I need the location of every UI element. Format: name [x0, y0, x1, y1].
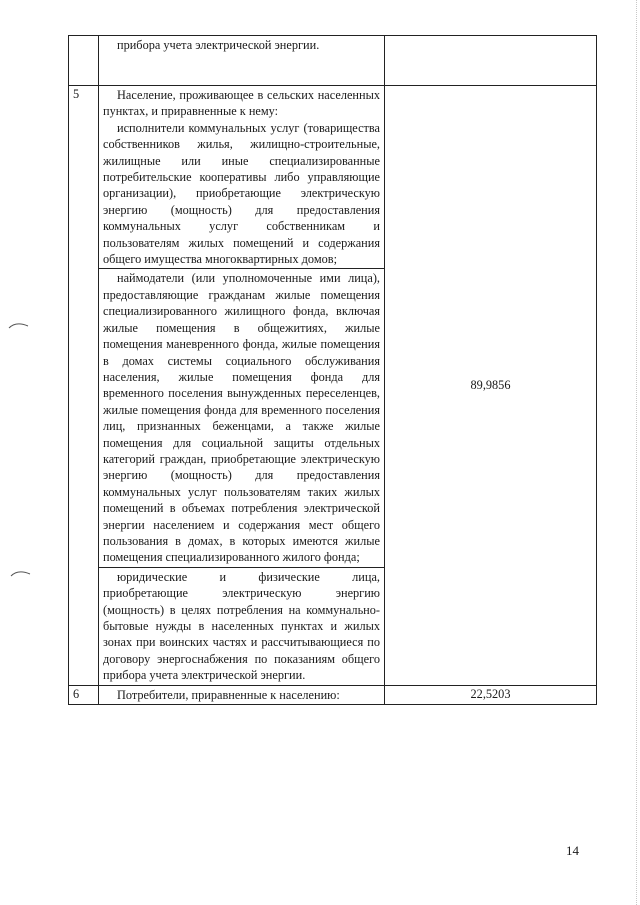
row-text-cell — [99, 567, 385, 685]
paragraph-population: Население, проживающее в сельских населенных пунктах, и приравненные к нему: — [103, 88, 380, 119]
row-text-cell — [99, 269, 385, 567]
paragraph-landlords: наймодатели (или уполномоченные ими лица), предоставляющие гражданам жилые помещения специализированного жилищного фонда, включая жилые помещения в общежитиях, жилые помещения маневренного фонда, жилые помещения в домах системы социального обслуживания населения, жилые помещения фонда для временного поселения вынужденных переселенцев, жилые помещения фонда для временного поселения лиц, признанных беженцами, а также жилые помещения для социальной защиты отдельных категорий граждан, приобретающие электрическую энергию (мощность) для предоставления коммунальных услуг пользователям таких жилых помещений в объемах потребления электрической энергии населением и содержания мест общего пользования в домах, в которых имеются жилые помещения специализированного жилого фонда; — [103, 271, 380, 565]
page-edge — [636, 0, 640, 905]
paragraph-legal-entities: юридические и физические лица, приобретающие электрическую энергию (мощность) в целях потребления на коммунально-бытовые нужды в населенных пунктах и жилых зонах при воинских частях и рассчитывающиеся по договору энергоснабжения по показаниям общего прибора учета электрической энергии. — [103, 569, 380, 683]
tariff-value: 22,5203 — [470, 686, 511, 701]
table-row-continued — [69, 36, 597, 86]
table-row-5 — [69, 86, 597, 269]
row-text-cell — [99, 685, 385, 704]
row-text-cell — [99, 36, 385, 86]
scan-mark-upper — [8, 320, 30, 330]
row-text: прибора учета электрической энергии. — [117, 38, 320, 52]
row-number-cell — [69, 36, 99, 86]
paragraph-service-providers: исполнители коммунальных услуг (товарищества собственников жилья, жилищно-строительные, жилищные или иные специализированные потребительские кооперативы либо управляющие организации), приобретающие электрическую энергию (мощность) для предоставления коммунальных услуг собственникам и пользователям жилых помещений и содержания общего имущества многоквартирных домов; — [103, 120, 380, 267]
page-number: 14 — [566, 843, 579, 858]
scan-mark-lower — [10, 568, 32, 578]
row-value-cell — [385, 685, 597, 704]
table-row-6 — [69, 685, 597, 704]
row-value-cell — [385, 86, 597, 686]
tariff-value: 89,9856 — [470, 378, 511, 393]
row-number-cell: 6 — [69, 685, 99, 704]
row-text: Потребители, приравненные к населению: — [117, 687, 340, 702]
row-value-cell — [385, 36, 597, 86]
row-number-cell: 5 — [69, 86, 99, 686]
row-text-cell — [99, 86, 385, 269]
tariff-table — [68, 35, 597, 705]
